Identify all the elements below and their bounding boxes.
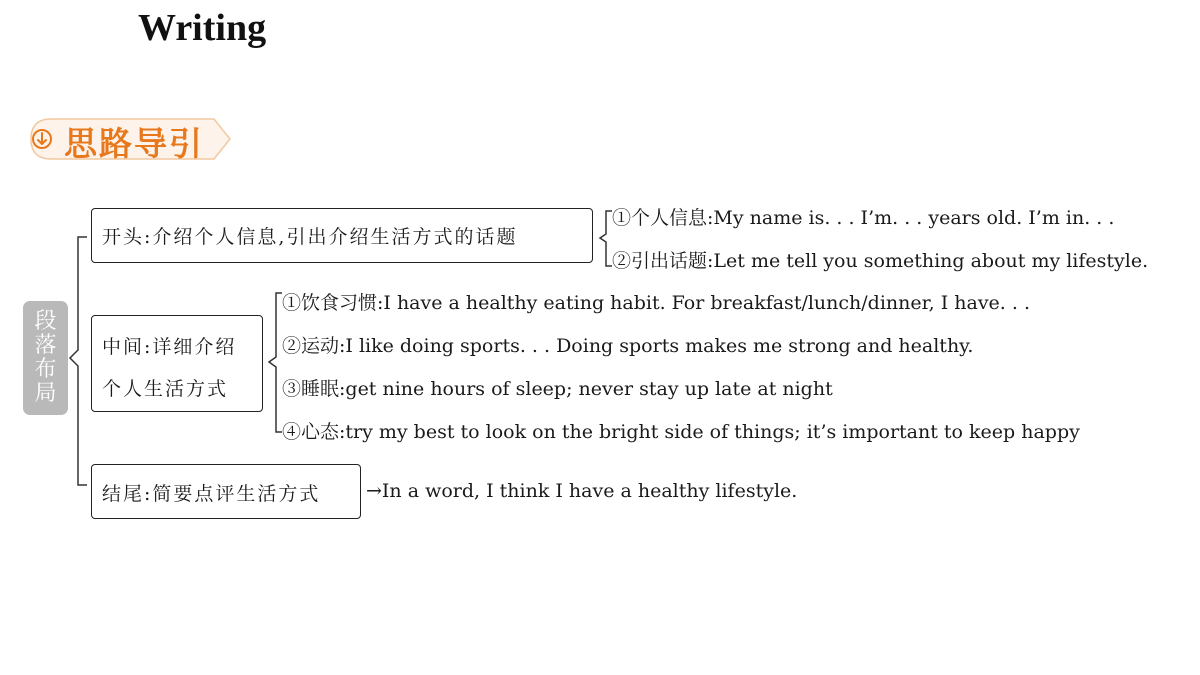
middle-item: ①饮食习惯:I have a healthy eating habit. For breakfast/lunch/dinner, I have. . . <box>282 292 1030 314</box>
middle-item: ④心态:try my best to look on the bright side of things; it’s important to keep happy <box>282 421 1080 443</box>
ending-box: 结尾:简要点评生活方式 <box>91 464 361 519</box>
middle-label-line: 个人生活方式 <box>102 378 229 400</box>
opening-item: ①个人信息:My name is. . . I’m. . . years old. I’m in. . . <box>612 207 1115 229</box>
side-label-char: 落 <box>34 333 57 358</box>
middle-item: ②运动:I like doing sports. . . Doing sports makes me strong and healthy. <box>282 335 974 357</box>
page-title: Writing <box>138 7 267 49</box>
middle-box <box>91 315 263 412</box>
opening-box: 开头:介绍个人信息,引出介绍生活方式的话题 <box>91 208 593 263</box>
middle-item: ③睡眠:get nine hours of sleep; never stay up late at night <box>282 378 833 400</box>
middle-label-line: 中间:详细介绍 <box>102 336 237 358</box>
side-label-char: 局 <box>34 381 57 406</box>
opening-item: ②引出话题:Let me tell you something about my lifestyle. <box>612 250 1149 272</box>
ending-item: →In a word, I think I have a healthy lifestyle. <box>366 480 798 502</box>
side-label-char: 布 <box>34 357 57 382</box>
section-tag-text: 思路导引 <box>64 124 204 163</box>
side-label-char: 段 <box>34 309 57 334</box>
